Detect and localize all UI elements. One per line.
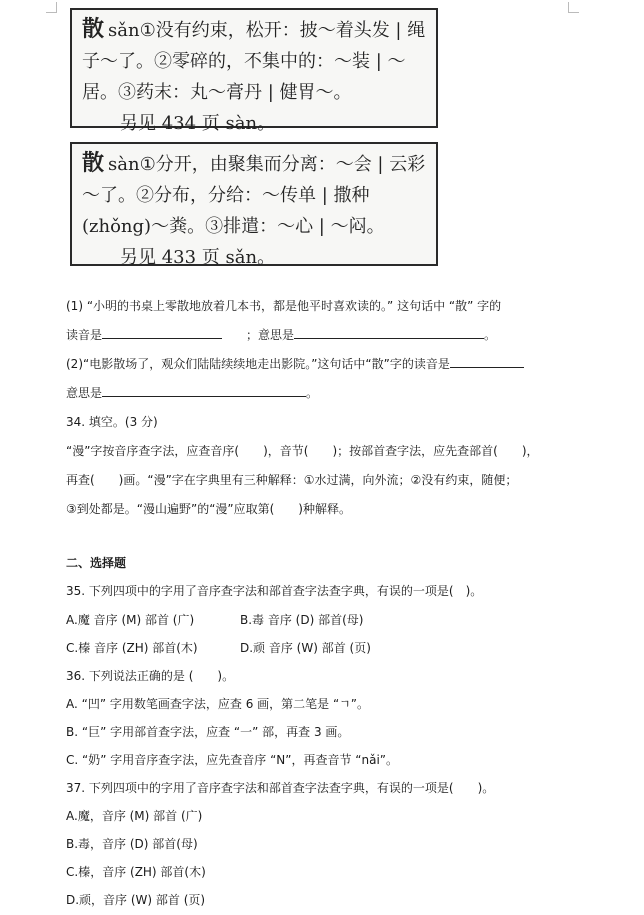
question-36-option-a: A. “凹” 字用数笔画查字法，应查 6 画，第二笔是 “ㄱ”。 (66, 697, 369, 711)
entry-line: sǎn①没有约束，松开：披～着头发 | 绳 (108, 20, 426, 41)
question-35-option-b: B.毒 音序 (D) 部首(母) (240, 613, 364, 627)
question-33-part1-line2 (66, 325, 496, 345)
question-34-line1: “漫”字按音序查字法，应查音序( )，音节( )；按部首查字法，应先查部首( )， (66, 444, 539, 458)
answer-blank[interactable] (450, 354, 524, 368)
label-reading: 读音是 (66, 328, 103, 342)
question-36-option-b: B. “巨” 字用部首查字法，应查 “一” 部，再查 3 画。 (66, 725, 350, 739)
answer-blank[interactable] (102, 325, 222, 339)
question-37-option-d: D.顽，音序 (W) 部首 (页) (66, 893, 206, 907)
dictionary-entry-san3 (70, 8, 438, 134)
question-33-part2-line1 (66, 354, 524, 374)
entry-see-also: 另见 433 页 sǎn。 (120, 247, 276, 268)
question-37-option-c: C.榛，音序 (ZH) 部首(木) (66, 865, 206, 879)
entry-head-char: 散 (82, 151, 105, 176)
crop-mark (568, 2, 579, 13)
punctuation: 。 (484, 328, 497, 342)
question-33-part1-line1: (1) “小明的书桌上零散地放着几本书，都是他平时喜欢读的。” 这句话中 “散” 字的 (66, 299, 502, 313)
question-36-option-c: C. “奶” 字用音序查字法，应先查音序 “N”，再查音节 “nǎi”。 (66, 753, 399, 767)
entry-line: sàn①分开，由聚集而分离：～会 | 云彩 (108, 154, 426, 175)
question-text: (2)“电影散场了，观众们陆陆续续地走出影院。”这句话中“散”字的读音是 (66, 357, 450, 371)
dictionary-entry-san4 (70, 142, 438, 266)
question-35-option-d: D.顽 音序 (W) 部首 (页) (240, 641, 371, 655)
question-37-option-b: B.毒，音序 (D) 部首(母) (66, 837, 198, 851)
entry-line: 子～了。②零碎的，不集中的：～装 | ～ (82, 51, 406, 72)
question-35-option-a: A.魔 音序 (M) 部首 (广) (66, 613, 195, 627)
question-35-option-c: C.榛 音序 (ZH) 部首(木) (66, 641, 198, 655)
entry-head-char: 散 (82, 17, 105, 42)
answer-blank[interactable] (294, 325, 484, 339)
label-meaning: 意思是 (66, 386, 103, 400)
entry-see-also: 另见 434 页 sàn。 (120, 113, 276, 134)
question-35-stem: 35. 下列四项中的字用了音序查字法和部首查字法查字典，有误的一项是( )。 (66, 584, 483, 598)
question-33-part2-line2 (66, 383, 318, 403)
entry-line: 居。③药末：丸～膏丹 | 健胃～。 (82, 82, 352, 103)
entry-line: ～了。②分布，分给：～传单 | 撒种 (82, 185, 370, 206)
question-34-title: 34. 填空。(3 分) (66, 415, 158, 429)
question-34-line2: 再查( )画。“漫”字在字典里有三种解释：①水过满，向外流；②没有约束，随便； (66, 473, 518, 487)
punctuation: 。 (306, 386, 319, 400)
label-meaning: ；意思是 (246, 328, 295, 342)
section-title: 二、选择题 (66, 556, 127, 570)
crop-mark (46, 2, 57, 13)
question-37-option-a: A.魔，音序 (M) 部首 (广) (66, 809, 203, 823)
entry-line: (zhǒng)～粪。③排遣：～心 | ～闷。 (82, 216, 385, 237)
question-37-stem: 37. 下列四项中的字用了音序查字法和部首查字法查字典，有误的一项是( )。 (66, 781, 495, 795)
question-34-line3: ③到处都是。“漫山遍野”的“漫”应取第( )种解释。 (66, 502, 351, 516)
question-36-stem: 36. 下列说法正确的是 ( )。 (66, 669, 235, 683)
answer-blank[interactable] (102, 383, 306, 397)
